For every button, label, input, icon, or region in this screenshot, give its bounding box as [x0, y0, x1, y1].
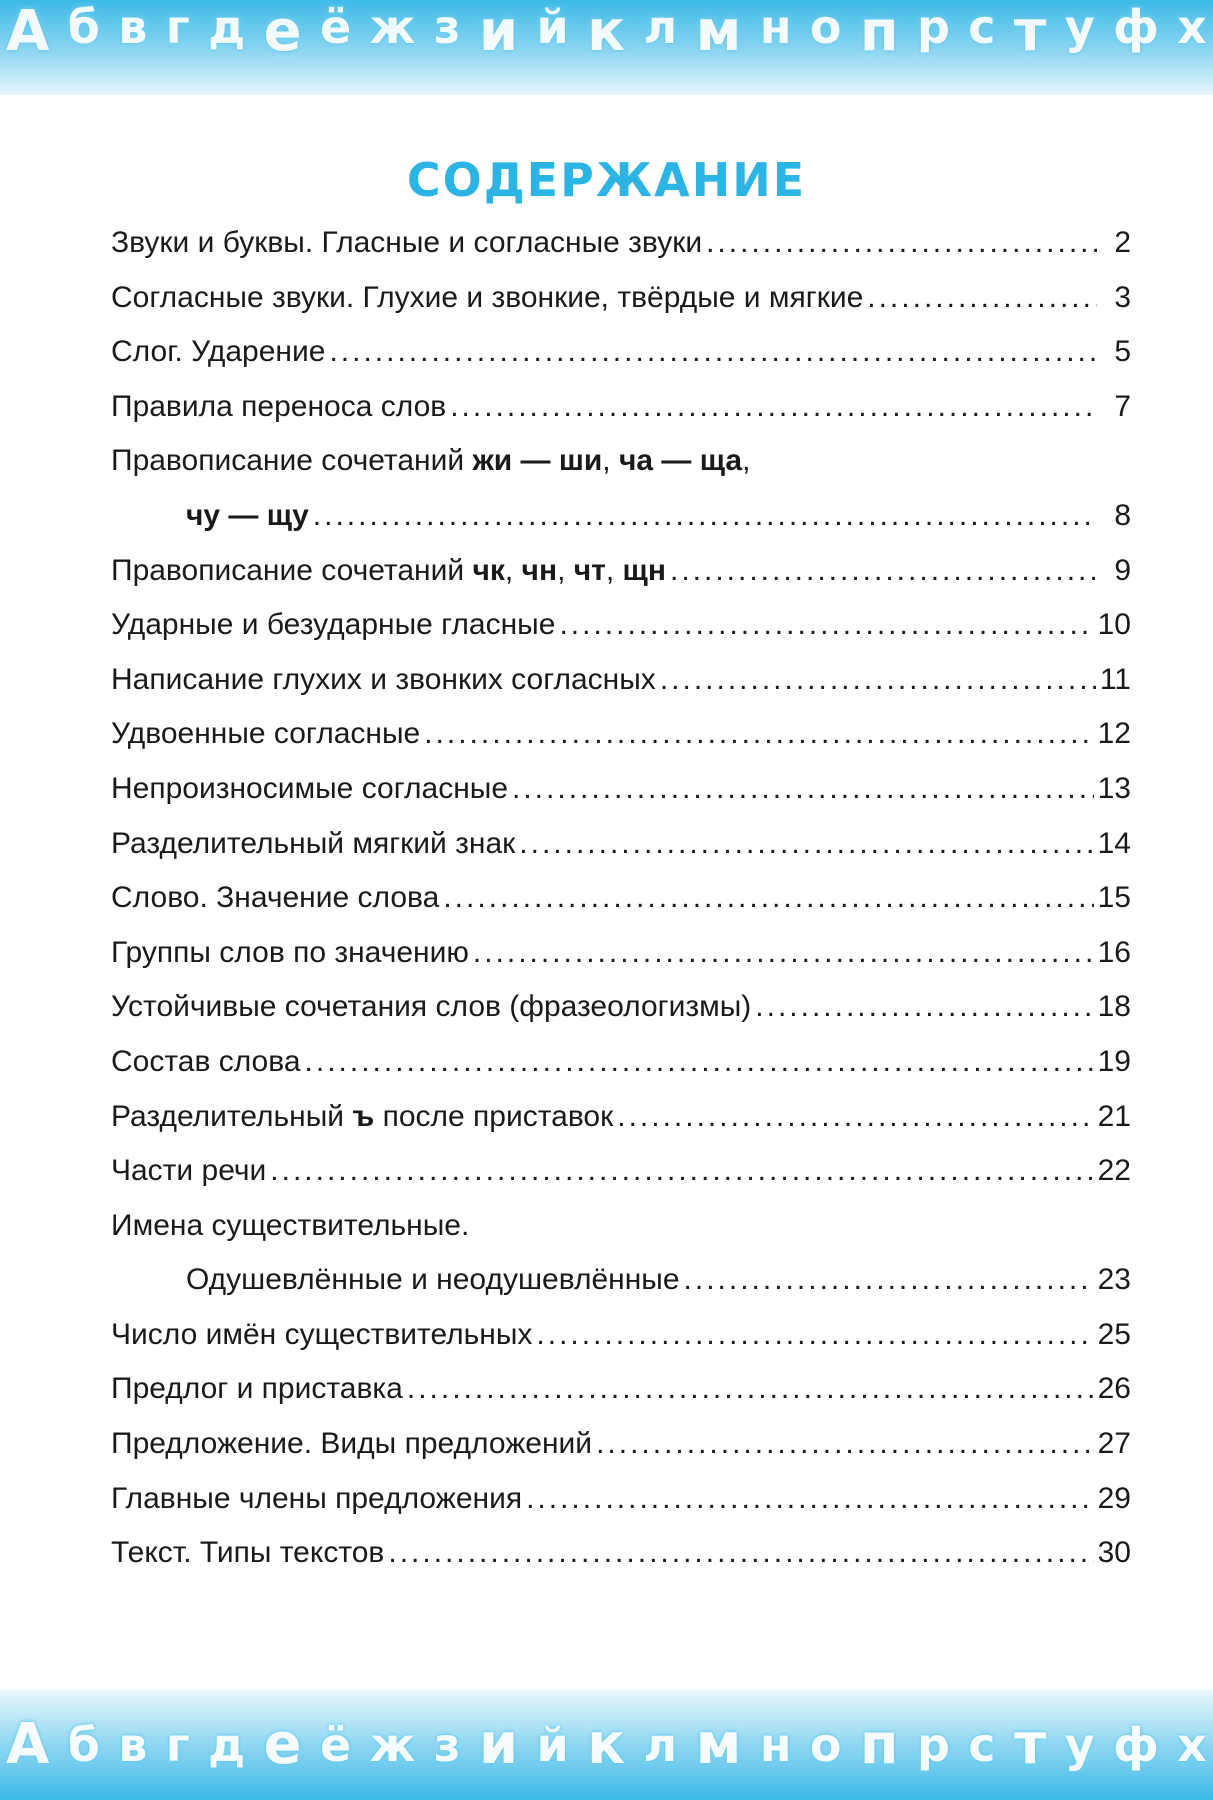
toc-entry-bold-text: чу — щу [186, 498, 309, 532]
toc-entry-text: Одушевлённые и неодушевлённые [186, 1263, 680, 1297]
alphabet-letter: п [859, 0, 899, 64]
toc-entry [111, 1263, 1131, 1318]
toc-page-number: 15 [1097, 881, 1131, 915]
toc-entry-text: Группы слов по значению [111, 935, 469, 969]
toc-entry [111, 936, 1131, 991]
toc-entry [111, 990, 1131, 1045]
toc-page-number: 23 [1097, 1263, 1131, 1297]
toc-entry-bold-text: чк [472, 553, 505, 587]
toc-dot-leader [329, 335, 1097, 369]
toc-entry-title [111, 772, 508, 806]
toc-entry [111, 226, 1131, 281]
toc-page-number: 22 [1097, 1154, 1131, 1188]
alphabet-letter: м [695, 0, 742, 64]
alphabet-letter: л [643, 0, 678, 54]
alphabet-letter: д [208, 1718, 246, 1772]
toc-entry-title [111, 226, 702, 260]
toc-entry-bold-text: ъ [352, 1099, 375, 1133]
toc-dot-leader [407, 1372, 1094, 1406]
alphabet-letter: н [759, 1718, 792, 1772]
toc-entry-text: Непроизносимые согласные [111, 771, 509, 805]
toc-entry [111, 1154, 1131, 1209]
toc-entry-title [111, 444, 750, 478]
toc-entry-title [111, 936, 469, 970]
toc-entry-title [111, 1427, 592, 1461]
alphabet-letter: д [208, 0, 246, 54]
toc-entry-text: Предложение. Виды предложений [111, 1427, 593, 1461]
alphabet-letter: е [263, 0, 302, 64]
toc-entry [111, 390, 1131, 445]
alphabet-letter: к [587, 0, 626, 64]
toc-entry-text: Звуки и буквы. Гласные и согласные звуки [111, 226, 703, 259]
alphabet-letter: б [67, 1718, 100, 1772]
toc-page-number: 29 [1097, 1481, 1131, 1515]
toc-entry [111, 1372, 1131, 1427]
toc-entry-bold-text: жи — ши [472, 444, 603, 478]
alphabet-letter: х [1177, 1718, 1207, 1772]
toc-entry-text: Правописание сочетаний [111, 553, 473, 587]
alphabet-letter: о [809, 1718, 842, 1772]
toc-entry-title [111, 1318, 532, 1352]
alphabet-letter: з [433, 0, 461, 54]
toc-entry-text: Части речи [111, 1154, 267, 1188]
toc-entry-text: Главные члены предложения [111, 1481, 523, 1515]
toc-entry-text: Разделительный [111, 1099, 353, 1133]
alphabet-letter: ж [369, 0, 416, 54]
alphabet-banner-top [0, 0, 1213, 95]
alphabet-letter: в [118, 0, 148, 54]
alphabet-letter: г [165, 1718, 190, 1772]
toc-dot-leader [519, 827, 1093, 861]
toc-entry-title [111, 281, 863, 315]
toc-dot-leader [443, 881, 1093, 915]
toc-entry-title [111, 827, 515, 861]
toc-entry [111, 444, 1131, 499]
alphabet-letter: р [916, 1718, 950, 1772]
toc-dot-leader [559, 608, 1093, 642]
toc-dot-leader [388, 1536, 1093, 1570]
toc-page-number: 13 [1097, 771, 1131, 805]
toc-entry-title [111, 1482, 522, 1516]
toc-entry [111, 1536, 1131, 1591]
toc-entry [111, 827, 1131, 882]
toc-entry-text: , [557, 553, 574, 587]
alphabet-letter: о [809, 0, 842, 54]
toc-entry [111, 335, 1131, 390]
toc-dot-leader [660, 663, 1096, 697]
toc-entry [111, 608, 1131, 663]
toc-page-number: 8 [1114, 498, 1131, 532]
alphabet-letter: с [968, 1718, 996, 1772]
alphabet-banner-bottom [0, 1690, 1213, 1800]
alphabet-letter: у [1064, 1718, 1095, 1772]
toc-entry-text: , [504, 553, 522, 587]
toc-entry-text: Правила переноса слов [111, 389, 447, 423]
toc-entry-text: после приставок [374, 1099, 614, 1133]
toc-page-number: 18 [1097, 990, 1131, 1024]
page-title: СОДЕРЖАНИЕ [406, 152, 807, 207]
toc-entry-text: Слог. Ударение [111, 335, 326, 369]
alphabet-letter: ё [320, 0, 352, 54]
toc-dot-leader [526, 1482, 1094, 1516]
toc-entry-text: Устойчивые сочетания слов (фразеологизмы) [111, 990, 752, 1024]
toc-entry-title [111, 1100, 613, 1134]
alphabet-letter: ё [320, 1718, 352, 1772]
alphabet-letter: г [165, 0, 190, 54]
toc-dot-leader [596, 1427, 1094, 1461]
toc-entry-title [111, 1536, 384, 1570]
alphabet-letter: р [916, 0, 950, 54]
toc-dot-leader [450, 390, 1097, 424]
alphabet-letter: и [478, 0, 519, 64]
toc-page-number: 12 [1097, 717, 1131, 751]
toc-entry-title [186, 499, 309, 533]
toc-entry [111, 1100, 1131, 1155]
toc-dot-leader [512, 772, 1094, 806]
toc-page-number: 2 [1114, 226, 1131, 259]
toc-entry-title [111, 390, 446, 424]
toc-dot-leader [684, 1263, 1094, 1297]
alphabet-letter: н [759, 0, 792, 54]
toc-dot-leader [424, 717, 1093, 751]
toc-entry-title [111, 335, 325, 369]
toc-entry-title [111, 1154, 266, 1188]
toc-dot-leader [473, 936, 1094, 970]
toc-page-number: 16 [1097, 935, 1131, 969]
alphabet-letter: у [1064, 0, 1095, 54]
toc-entry [111, 772, 1131, 827]
alphabet-letter: п [859, 1712, 899, 1777]
toc-page-number: 27 [1097, 1427, 1131, 1461]
toc-entry-title [111, 663, 656, 697]
alphabet-letter: й [536, 0, 569, 54]
toc-dot-leader [313, 499, 1097, 533]
alphabet-letter: А [6, 0, 50, 64]
toc-entry [111, 554, 1131, 609]
toc-page-number: 3 [1114, 280, 1131, 314]
alphabet-letter: и [478, 1712, 519, 1777]
toc-page-number: 10 [1097, 608, 1131, 642]
toc-entry-text: Написание глухих и звонких согласных [111, 662, 656, 696]
toc-entry-text: , [605, 553, 623, 587]
alphabet-letter: т [1013, 1712, 1047, 1777]
toc-entry-title [111, 717, 420, 751]
alphabet-letter: А [6, 1712, 50, 1777]
alphabet-letters-bottom [0, 1690, 1213, 1800]
toc-entry [111, 663, 1131, 718]
toc-dot-leader [755, 990, 1093, 1024]
alphabet-letter: в [118, 1718, 148, 1772]
toc-entry-text: , [602, 444, 619, 478]
alphabet-letter: ф [1113, 1718, 1159, 1772]
toc-entry-text: Согласные звуки. Глухие и звонкие, твёрдые и мягкие [111, 280, 864, 314]
toc-entry [111, 1045, 1131, 1100]
toc-entry-text: Состав слова [111, 1044, 301, 1078]
toc-page-number: 21 [1097, 1099, 1131, 1133]
alphabet-letter: л [643, 1718, 678, 1772]
toc-dot-leader [305, 1045, 1094, 1079]
toc-entry [111, 717, 1131, 772]
toc-entry-title [111, 990, 751, 1024]
toc-entry-title [111, 1045, 301, 1079]
toc-page-number: 19 [1097, 1044, 1131, 1078]
toc-entry-title [111, 881, 439, 915]
toc-entry [111, 281, 1131, 336]
toc-entry-text: , [742, 444, 751, 478]
toc-entry-title [111, 554, 666, 588]
toc-entry-title [186, 1263, 680, 1297]
toc-entry-bold-text: щн [622, 553, 666, 587]
toc-entry-bold-text: ча — ща [618, 444, 743, 478]
toc-entry-title [111, 608, 555, 642]
toc-page-number: 26 [1097, 1372, 1131, 1406]
toc-entry-bold-text: чн [521, 553, 558, 587]
toc-entry [111, 1427, 1131, 1482]
toc-entry [111, 1482, 1131, 1537]
toc-entry [111, 1318, 1131, 1373]
toc-entry-bold-text: чт [573, 553, 606, 587]
alphabet-letter: б [67, 0, 100, 54]
toc-entry-text: Предлог и приставка [111, 1372, 403, 1406]
toc-entry-text: Имена существительные. [111, 1208, 470, 1242]
toc-page-number: 9 [1114, 553, 1131, 587]
alphabet-letter: х [1177, 0, 1207, 54]
alphabet-letter: е [263, 1712, 302, 1777]
alphabet-letter: м [695, 1712, 742, 1777]
toc-entry-text: Слово. Значение слова [111, 881, 440, 915]
alphabet-letter: к [587, 1712, 626, 1777]
toc-page-number: 14 [1097, 826, 1131, 860]
toc-entry [111, 881, 1131, 936]
toc-dot-leader [706, 226, 1097, 260]
toc-page-number: 5 [1114, 335, 1131, 369]
toc-dot-leader [867, 281, 1097, 315]
alphabet-letter: т [1013, 0, 1047, 64]
toc-page-number: 25 [1097, 1317, 1131, 1351]
toc-entry-text: Удвоенные согласные [111, 717, 421, 751]
table-of-contents [111, 226, 1131, 1591]
toc-entry-title [111, 1372, 403, 1406]
alphabet-letter: с [968, 0, 996, 54]
alphabet-letter: ж [369, 1718, 416, 1772]
toc-dot-leader [670, 554, 1097, 588]
toc-dot-leader [270, 1154, 1093, 1188]
toc-page-number: 7 [1114, 389, 1131, 423]
alphabet-letter: й [536, 1718, 569, 1772]
toc-entry-title [111, 1209, 469, 1243]
toc-entry [111, 1209, 1131, 1264]
toc-entry-text: Число имён существительных [111, 1317, 533, 1351]
alphabet-letters-top [0, 0, 1213, 95]
toc-dot-leader [536, 1318, 1093, 1352]
toc-dot-leader [617, 1100, 1093, 1134]
alphabet-letter: ф [1113, 0, 1159, 54]
alphabet-letter: з [433, 1718, 461, 1772]
toc-entry-text: Правописание сочетаний [111, 444, 473, 478]
toc-entry-text: Разделительный мягкий знак [111, 826, 516, 860]
toc-page-number: 11 [1099, 662, 1131, 696]
toc-entry [111, 499, 1131, 554]
toc-entry-text: Ударные и безударные гласные [111, 608, 556, 642]
toc-entry-text: Текст. Типы текстов [111, 1536, 385, 1570]
toc-page-number: 30 [1097, 1536, 1131, 1570]
